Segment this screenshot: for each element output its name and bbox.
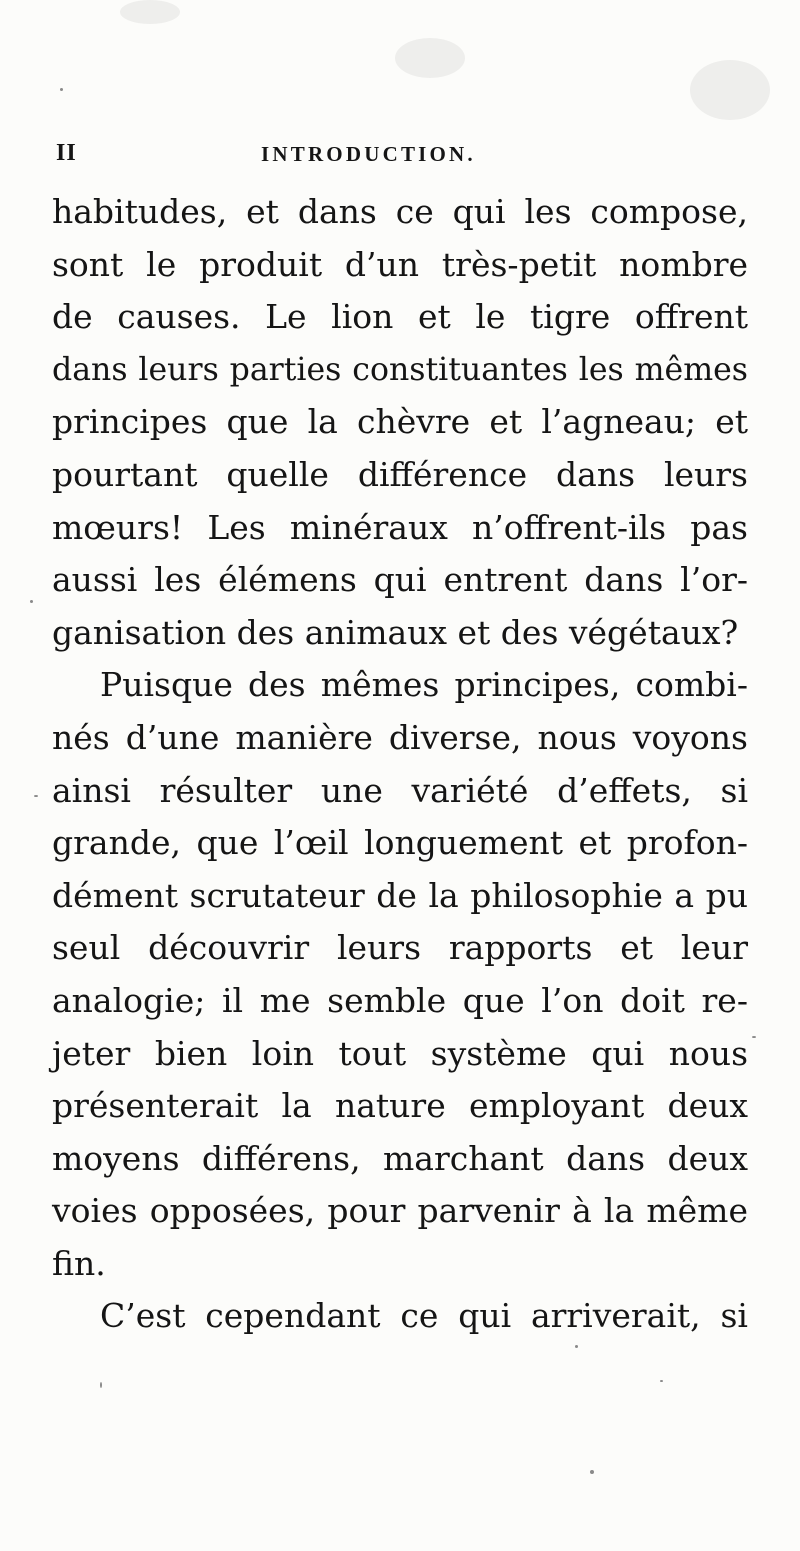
paragraph: [52, 186, 748, 659]
body-text: [52, 186, 748, 1343]
text-line: habitudes, et dans ce qui les compose,: [52, 192, 748, 231]
text-line: principes que la chèvre et l’agneau; et: [52, 402, 748, 442]
text-line: aussi les élémens qui entrent dans l’or-: [52, 560, 748, 600]
text-line: sont le produit d’un très-petit nombre: [52, 244, 748, 284]
text-line: dans leurs parties constituantes les mêmes: [52, 351, 748, 388]
text-line: C’est cependant ce qui arriverait, si: [100, 1296, 748, 1336]
paper-stain: [120, 0, 180, 24]
text-line: grande, que l’œil longuement et profon-: [52, 823, 748, 863]
text-line: jeter bien loin tout système qui nous: [52, 1033, 748, 1073]
text-line: seul découvrir leurs rapports et leur: [52, 928, 748, 968]
text-line: de causes. Le lion et le tigre offrent: [52, 297, 748, 337]
paragraph: [52, 659, 748, 1290]
text-line: nés d’une manière diverse, nous voyons: [52, 717, 748, 757]
text-line: mœurs! Les minéraux n’offrent-ils pas: [52, 507, 748, 547]
text-line: présenterait la nature employant deux: [52, 1086, 748, 1126]
text-line: moyens différens, marchant dans deux: [52, 1138, 748, 1178]
text-line: fin.: [52, 1243, 106, 1283]
running-header: [56, 140, 740, 170]
text-line: voies opposées, pour parvenir à la même: [52, 1191, 748, 1231]
text-line: ainsi résulter une variété d’effets, si: [52, 770, 748, 810]
text-line: Puisque des mêmes principes, combi-: [100, 665, 748, 705]
paper-stain: [690, 60, 770, 120]
running-title: INTRODUCTION.: [261, 142, 476, 166]
paper-stain: [395, 38, 465, 78]
text-line: pourtant quelle différence dans leurs: [52, 454, 748, 494]
page-number: II: [56, 140, 77, 166]
paragraph: [52, 1290, 748, 1343]
text-line: analogie; il me semble que l’on doit re-: [52, 980, 748, 1020]
text-line: dément scrutateur de la philosophie a pu: [52, 875, 748, 915]
text-line: ganisation des animaux et des végétaux?: [52, 612, 739, 652]
